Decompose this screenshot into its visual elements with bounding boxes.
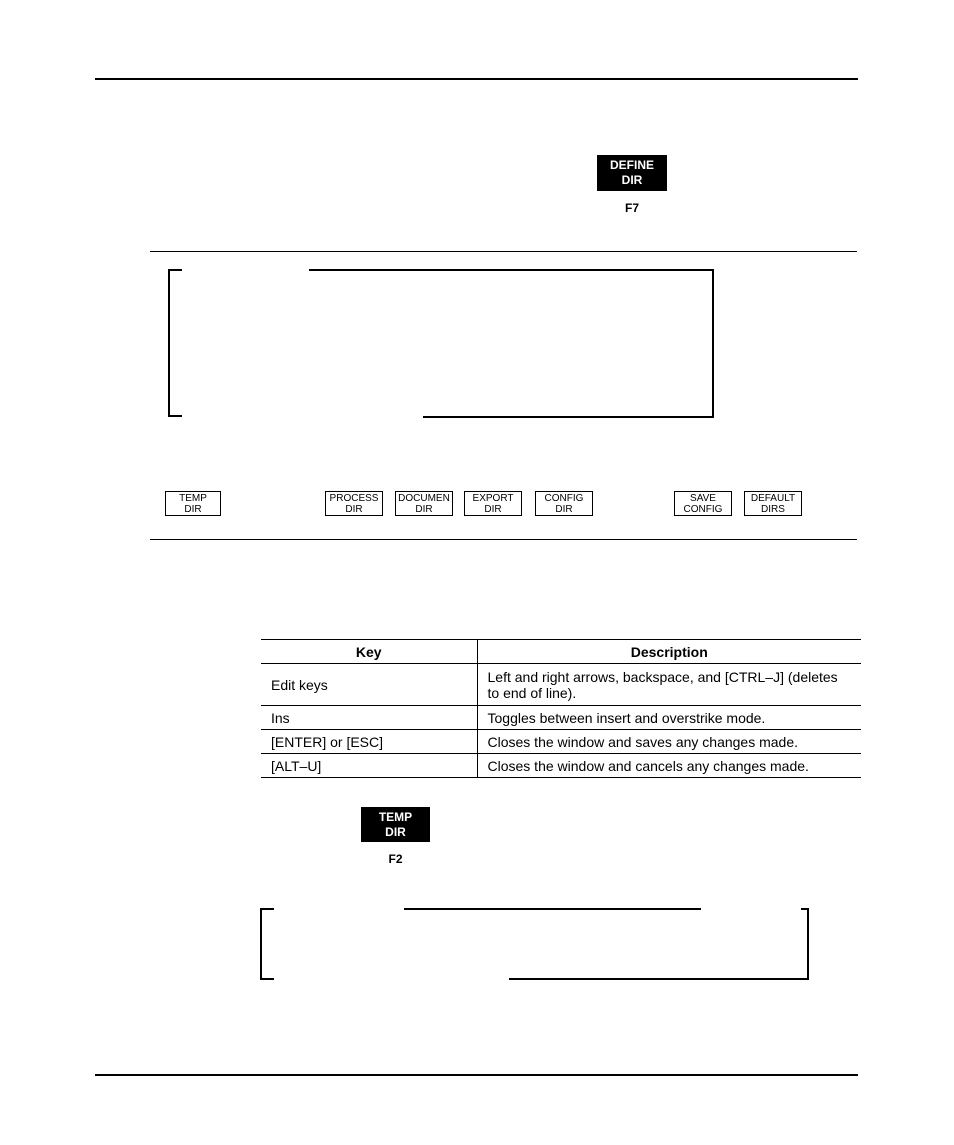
window-frame-bottom-left-tick bbox=[168, 415, 182, 417]
define-dir-key-line2: DIR bbox=[621, 173, 643, 187]
screen-bottom-rule bbox=[150, 539, 857, 540]
softkey-documen-dir[interactable] bbox=[395, 491, 453, 516]
window-frame-top bbox=[404, 908, 701, 910]
table-header-description: Description bbox=[477, 640, 861, 664]
table-row bbox=[261, 754, 861, 778]
window-frame-right bbox=[712, 269, 714, 418]
page-footer-rule bbox=[95, 1074, 858, 1076]
table-cell-key: [ENTER] or [ESC] bbox=[261, 730, 477, 754]
table-cell-key: Ins bbox=[261, 706, 477, 730]
softkey-export-dir[interactable] bbox=[464, 491, 522, 516]
temp-dir-fkey-label: F2 bbox=[388, 852, 403, 866]
table-row bbox=[261, 664, 861, 706]
define-dir-fkey-label: F7 bbox=[624, 201, 639, 215]
table-row bbox=[261, 730, 861, 754]
table-row bbox=[261, 706, 861, 730]
define-dir-key-line1: DEFINE bbox=[609, 158, 654, 172]
table-header-row bbox=[261, 640, 861, 664]
key-description-table bbox=[261, 639, 861, 778]
temp-dir-key[interactable] bbox=[361, 807, 430, 842]
table-cell-description: Toggles between insert and overstrike mode. bbox=[477, 706, 861, 730]
temp-dir-key-line1: TEMP bbox=[378, 809, 413, 824]
table-cell-description: Closes the window and saves any changes made. bbox=[477, 730, 861, 754]
table-cell-description: Closes the window and cancels any changes made. bbox=[477, 754, 861, 778]
window-frame-top-left-tick bbox=[260, 908, 274, 910]
window-frame-bottom-left-tick bbox=[260, 978, 274, 980]
window-frame-left bbox=[168, 269, 170, 417]
window-frame-left bbox=[260, 908, 262, 980]
table-header-key: Key bbox=[261, 640, 477, 664]
softkey-process-dir[interactable] bbox=[325, 491, 383, 516]
define-dir-key[interactable] bbox=[597, 155, 667, 191]
window-frame-bottom bbox=[423, 416, 714, 418]
temp-dir-key-line2: DIR bbox=[385, 824, 406, 839]
window-frame-right bbox=[807, 908, 809, 980]
table-cell-key: [ALT–U] bbox=[261, 754, 477, 778]
window-frame-bottom bbox=[509, 978, 809, 980]
window-frame-top-left-tick bbox=[168, 269, 182, 271]
softkey-label: DIR bbox=[415, 503, 433, 515]
table-cell-description: Left and right arrows, backspace, and [CTRL–J] (deletes to end of line). bbox=[477, 664, 861, 706]
softkey-label: CONFIG bbox=[544, 492, 584, 504]
softkey-label: CONFIG bbox=[683, 503, 723, 515]
softkey-label: SAVE bbox=[690, 492, 716, 504]
screen-top-rule bbox=[150, 251, 857, 252]
softkey-label: DOCUMEN bbox=[398, 492, 450, 504]
softkey-label: EXPORT bbox=[472, 492, 514, 504]
softkey-default-dirs[interactable] bbox=[744, 491, 802, 516]
softkey-label: PROCESS bbox=[329, 492, 379, 504]
softkey-label: DIR bbox=[555, 503, 573, 515]
table-cell-key: Edit keys bbox=[261, 664, 477, 706]
softkey-label: DIR bbox=[484, 503, 502, 515]
softkey-label: DIR bbox=[184, 503, 202, 515]
softkey-label: DEFAULT bbox=[750, 492, 796, 504]
softkey-label: DIRS bbox=[761, 503, 785, 515]
softkey-save-config[interactable] bbox=[674, 491, 732, 516]
window-frame-top bbox=[309, 269, 714, 271]
softkey-config-dir[interactable] bbox=[535, 491, 593, 516]
softkey-label: TEMP bbox=[179, 492, 207, 504]
softkey-temp-dir[interactable] bbox=[165, 491, 221, 516]
softkey-label: DIR bbox=[345, 503, 363, 515]
page-header-rule bbox=[95, 78, 858, 80]
